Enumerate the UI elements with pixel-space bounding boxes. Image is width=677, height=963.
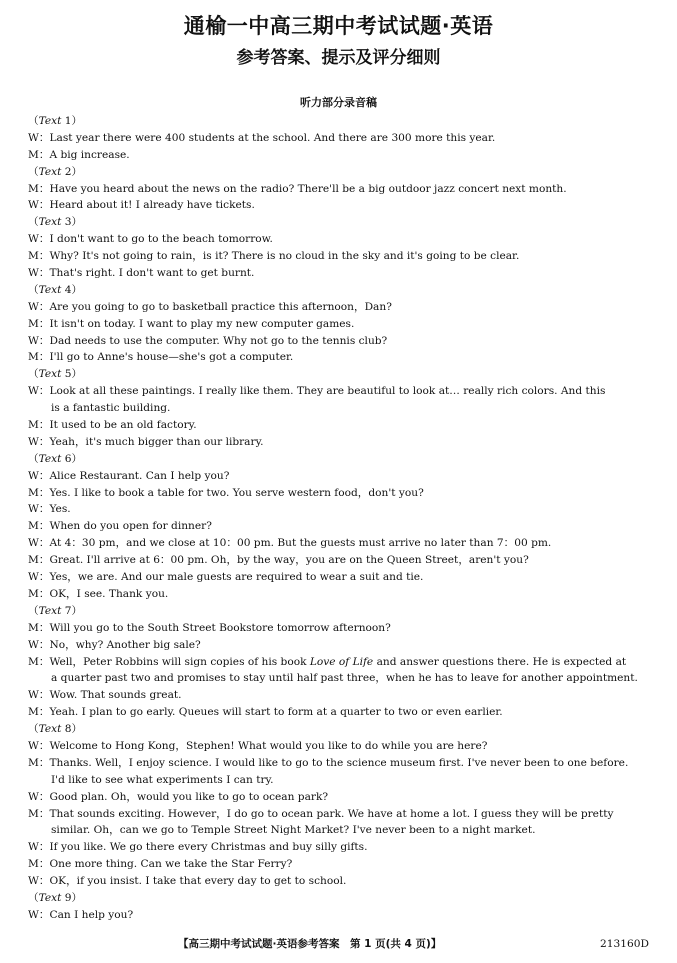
speaker-label: M：	[28, 807, 50, 820]
dialogue-text: I don't want to go to the beach tomorrow.	[49, 233, 273, 246]
speaker-label: W：	[28, 435, 50, 448]
heading-number: 8）	[61, 723, 83, 736]
dialogue-text: Great. I'll arrive at 6：00 pm. Oh，by the way，you are on the Queen Street，aren't you?	[49, 554, 529, 567]
speaker-label: M：	[28, 587, 50, 600]
dialogue-text: Well，Peter Robbins will sign copies of his book	[49, 655, 310, 668]
book-title: Love of Life	[309, 655, 374, 668]
dialogue-line	[28, 501, 653, 518]
dialogue-line	[28, 789, 653, 806]
speaker-label: M：	[28, 419, 50, 432]
speaker-label: M：	[28, 250, 50, 263]
dialogue-line	[28, 620, 653, 637]
dialogue-continuation: is a fantastic building.	[51, 402, 171, 415]
text-heading	[28, 451, 653, 468]
page-title: 通榆一中高三期中考试试题·英语	[183, 14, 494, 38]
heading-label: Text	[38, 452, 62, 465]
dialogue-text: That's right. I don't want to get burnt.	[49, 267, 255, 280]
dialogue-text: Thanks. Well，I enjoy science. I would like to go to the science museum first. I've never been to one before.	[49, 756, 629, 769]
dialogue-text: A big increase.	[49, 148, 130, 161]
heading-paren: （	[28, 368, 39, 381]
dialogue-text: Last year there were 400 students at the school. And there are 300 more this year.	[49, 131, 496, 144]
dialogue-text: Dad needs to use the computer. Why not go to the tennis club?	[49, 334, 388, 347]
speaker-label: M：	[28, 858, 50, 871]
dialogue-text: Yes.	[49, 503, 71, 516]
dialogue-line	[28, 518, 653, 535]
dialogue-text: When do you open for dinner?	[49, 520, 212, 533]
dialogue-line	[28, 552, 653, 569]
listening-transcript	[28, 113, 653, 924]
dialogue-line	[28, 130, 653, 147]
dialogue-line	[28, 654, 653, 671]
dialogue-line	[28, 197, 653, 214]
dialogue-continuation: similar. Oh，can we go to Temple Street Night Market? I've never been to a night market.	[51, 824, 536, 837]
dialogue-text: OK，I see. Thank you.	[49, 587, 169, 600]
dialogue-text: Yes，we are. And our male guests are required to wear a suit and tie.	[49, 571, 424, 584]
dialogue-text: It isn't on today. I want to play my new computer games.	[49, 317, 355, 330]
dialogue-text: Have you heard about the news on the radio? There'll be a big outdoor jazz concert next month.	[49, 182, 567, 195]
speaker-label: W：	[28, 790, 50, 803]
dialogue-text: Heard about it! I already have tickets.	[49, 199, 255, 212]
dialogue-line	[28, 839, 653, 856]
speaker-label: M：	[28, 351, 50, 364]
heading-label: Text	[38, 604, 62, 617]
text-heading	[28, 113, 653, 130]
dialogue-line	[28, 265, 653, 282]
dialogue-line	[28, 147, 653, 164]
dialogue-text: Look at all these paintings. I really like them. They are beautiful to look at… really rich colors. And this	[49, 385, 606, 398]
dialogue-line	[28, 417, 653, 434]
dialogue-line	[28, 687, 653, 704]
dialogue-line	[28, 806, 653, 823]
dialogue-line	[28, 181, 653, 198]
text-heading	[28, 282, 653, 299]
dialogue-text: Wow. That sounds great.	[49, 689, 182, 702]
heading-number: 7）	[61, 604, 83, 617]
dialogue-text: Can I help you?	[49, 908, 134, 921]
dialogue-line	[28, 755, 653, 772]
dialogue-line	[28, 299, 653, 316]
speaker-label: M：	[28, 655, 50, 668]
speaker-label: W：	[28, 638, 50, 651]
footer-code: 213160D	[600, 938, 649, 950]
dialogue-line	[28, 738, 653, 755]
heading-number: 3）	[61, 216, 83, 229]
speaker-label: M：	[28, 317, 50, 330]
text-heading	[28, 721, 653, 738]
heading-paren: （	[28, 723, 39, 736]
dialogue-continuation: I'd like to see what experiments I can try.	[51, 773, 274, 786]
speaker-label: W：	[28, 469, 50, 482]
heading-paren: （	[28, 216, 39, 229]
speaker-label: W：	[28, 199, 50, 212]
dialogue-line	[28, 873, 653, 890]
dialogue-line	[28, 248, 653, 265]
page-subtitle: 参考答案、提示及评分细则	[236, 48, 441, 68]
heading-paren: （	[28, 165, 39, 178]
heading-paren: （	[28, 283, 39, 296]
heading-label: Text	[38, 368, 62, 381]
dialogue-text: Are you going to go to basketball practice this afternoon，Dan?	[49, 300, 392, 313]
dialogue-text: Will you go to the South Street Bookstore tomorrow afternoon?	[49, 621, 391, 634]
speaker-label: M：	[28, 148, 50, 161]
speaker-label: W：	[28, 689, 50, 702]
speaker-label: W：	[28, 537, 50, 550]
heading-label: Text	[38, 283, 62, 296]
heading-number: 5）	[61, 368, 83, 381]
dialogue-text: Welcome to Hong Kong，Stephen! What would you like to do while you are here?	[49, 739, 488, 752]
dialogue-line	[28, 535, 653, 552]
footer-page-info: 【高三期中考试试题·英语参考答案 第 1 页(共 4 页)】	[178, 938, 442, 950]
dialogue-line	[28, 907, 653, 924]
heading-label: Text	[38, 165, 62, 178]
speaker-label: W：	[28, 300, 50, 313]
dialogue-text: Yes. I like to book a table for two. You serve western food，don't you?	[49, 486, 424, 499]
section-title: 听力部分录音稿	[300, 96, 377, 109]
speaker-label: M：	[28, 554, 50, 567]
heading-paren: （	[28, 891, 39, 904]
dialogue-continuation: a quarter past two and promises to stay until half past three，when he has to leave for another appointment.	[51, 672, 638, 685]
dialogue-text: It used to be an old factory.	[49, 419, 197, 432]
speaker-label: W：	[28, 267, 50, 280]
heading-paren: （	[28, 604, 39, 617]
speaker-label: W：	[28, 908, 50, 921]
heading-number: 4）	[61, 283, 83, 296]
heading-paren: （	[28, 452, 39, 465]
dialogue-line	[28, 333, 653, 350]
speaker-label: W：	[28, 503, 50, 516]
heading-paren: （	[28, 115, 39, 127]
speaker-label: M：	[28, 182, 50, 195]
speaker-label: W：	[28, 233, 50, 246]
heading-number: 6）	[61, 452, 83, 465]
dialogue-text: Why? It's not going to rain，is it? There is no cloud in the sky and it's going to be clear.	[49, 250, 520, 263]
speaker-label: W：	[28, 739, 50, 752]
speaker-label: M：	[28, 621, 50, 634]
dialogue-line	[28, 349, 653, 366]
speaker-label: M：	[28, 756, 50, 769]
speaker-label: M：	[28, 486, 50, 499]
dialogue-text: If you like. We go there every Christmas and buy silly gifts.	[49, 841, 368, 854]
dialogue-text-after: and answer questions there. He is expected at	[373, 655, 627, 668]
dialogue-line	[28, 856, 653, 873]
dialogue-line	[28, 637, 653, 654]
text-heading	[28, 214, 653, 231]
heading-number: 9）	[61, 891, 83, 904]
dialogue-line	[28, 231, 653, 248]
dialogue-text: Yeah，it's much bigger than our library.	[49, 435, 264, 448]
speaker-label: M：	[28, 706, 50, 719]
heading-label: Text	[38, 891, 62, 904]
dialogue-line	[28, 468, 653, 485]
dialogue-text: I'll go to Anne's house—she's got a computer.	[49, 351, 294, 364]
heading-number: 2）	[61, 165, 83, 178]
dialogue-line	[28, 704, 653, 721]
dialogue-text: No，why? Another big sale?	[49, 638, 201, 651]
text-heading	[28, 890, 653, 907]
dialogue-line	[28, 316, 653, 333]
text-heading	[28, 603, 653, 620]
speaker-label: W：	[28, 334, 50, 347]
dialogue-text: At 4：30 pm，and we close at 10：00 pm. But the guests must arrive no later than 7：00 pm.	[49, 537, 552, 550]
heading-label: Text	[38, 115, 62, 127]
speaker-label: W：	[28, 841, 50, 854]
dialogue-text: Alice Restaurant. Can I help you?	[49, 469, 230, 482]
speaker-label: W：	[28, 385, 50, 398]
heading-label: Text	[38, 216, 62, 229]
heading-number: 1）	[61, 115, 83, 127]
dialogue-text: That sounds exciting. However，I do go to ocean park. We have at home a lot. I guess they will be pretty	[49, 807, 614, 820]
dialogue-line	[28, 485, 653, 502]
heading-label: Text	[38, 723, 62, 736]
dialogue-line	[28, 383, 653, 400]
text-heading	[28, 366, 653, 383]
text-heading	[28, 164, 653, 181]
dialogue-text: OK，if you insist. I take that every day to get to school.	[49, 875, 347, 888]
speaker-label: W：	[28, 571, 50, 584]
dialogue-line	[28, 569, 653, 586]
dialogue-text: Yeah. I plan to go early. Queues will start to form at a quarter to two or even earlier.	[49, 706, 503, 719]
speaker-label: W：	[28, 131, 50, 144]
dialogue-line	[28, 586, 653, 603]
speaker-label: W：	[28, 875, 50, 888]
speaker-label: M：	[28, 520, 50, 533]
dialogue-text: Good plan. Oh，would you like to go to ocean park?	[49, 790, 329, 803]
dialogue-line	[28, 434, 653, 451]
dialogue-text: One more thing. Can we take the Star Ferry?	[49, 858, 293, 871]
